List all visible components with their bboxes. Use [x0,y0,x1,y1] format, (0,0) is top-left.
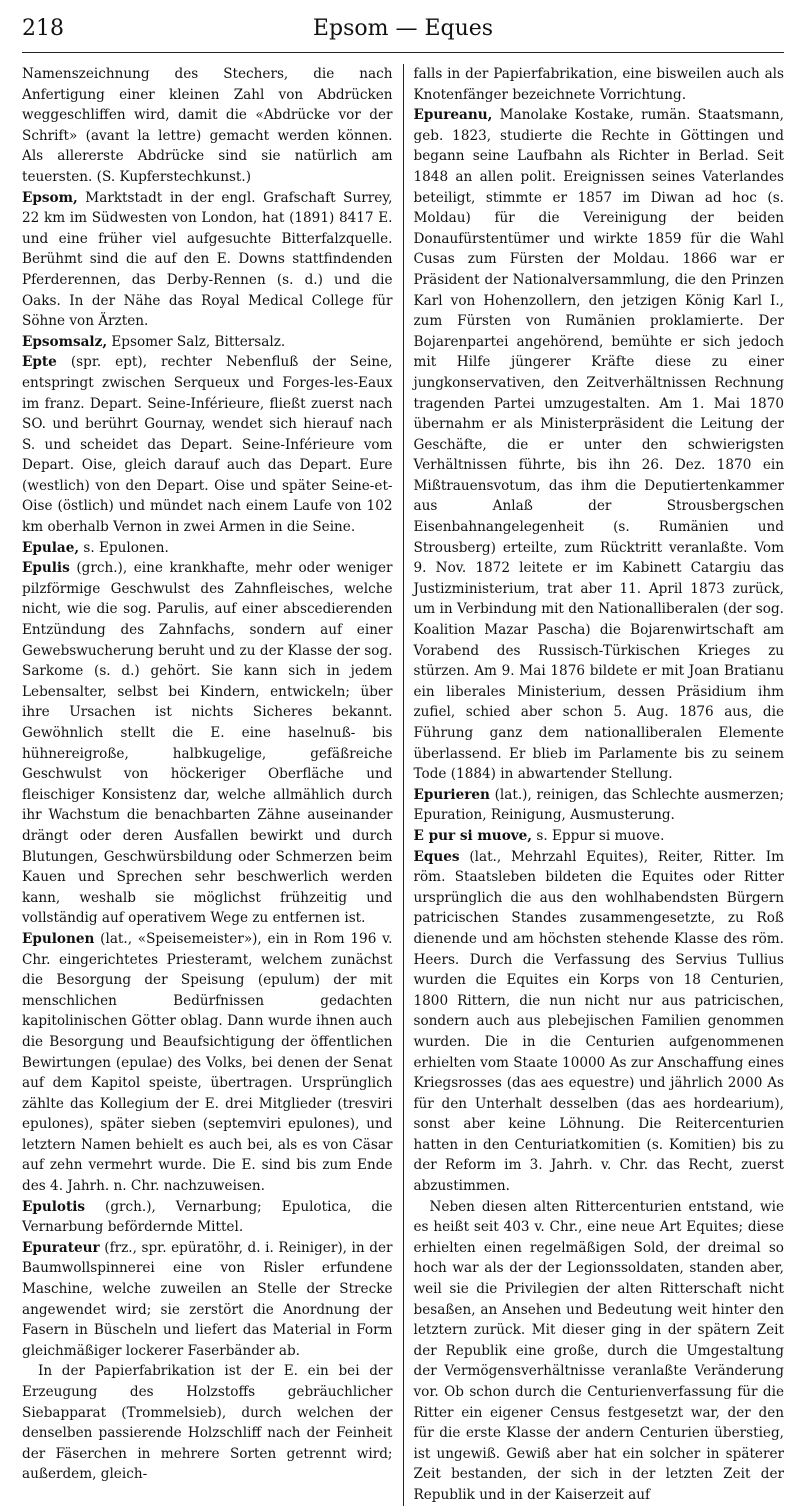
page-number: 218 [22,16,64,41]
dictionary-entry [22,352,393,537]
entry-headword: Epulae, [22,539,80,556]
entry-headword: Eques [413,848,460,865]
entry-headword: Epte [22,354,57,371]
entry-headword: Epurieren [413,786,490,803]
dictionary-entry [414,847,785,1197]
entry-text: (lat.), reinigen, das Schlechte ausmerzen; Epuration, Reinigung, Ausmusterung. [413,786,784,824]
dictionary-entry [22,1238,393,1362]
entry-text: (spr. ept), rechter Nebenfluß der Seine, entspringt zwischen Serqueux und Forges-les-Eaux im franz. Depart. Seine-Inférieure, fließt zuerst nach SO. und berührt Gournay, wendet sich hierauf nach S. und scheidet das Depart. Seine-Inférieure vom Depart. Oise, gleich darauf auch das Depart. Eure (westlich) von den Depart. Oise und später Seine-et-Oise (östlich) und mündet nach einem Laufe von 102 km oberhalb Vernon in zwei Armen in die Seine. [22,354,393,536]
entry-text: (grch.), Vernarbung; Epulotica, die Vernarbung befördernde Mittel. [22,1198,393,1236]
entry-text: s. Eppur si muove. [532,827,665,844]
dictionary-entry [414,105,785,785]
entry-text: Marktstadt in der engl. Grafschaft Surrey, 22 km im Südwesten von London, hat (1891) 8417 E. und eine früher viel aufgesuchte Bitterfalzquelle. Berühmt sind die auf den E. Downs stattfindenden Pferderennen, das Derby-Rennen (s. d.) und die Oaks. In der Nähe das Royal Medical College für Söhne von Ärzten. [22,189,393,330]
entry-headword: Epsom, [22,189,78,206]
dictionary-entry [22,929,393,1197]
entry-headword: E pur si muove, [413,827,533,844]
dictionary-entry [414,64,785,105]
dictionary-entry [22,188,393,332]
entry-headword: Epulotis [22,1198,86,1215]
entry-headword: Epurateur [22,1239,100,1256]
dictionary-entry [414,826,785,847]
dictionary-entry [22,64,393,188]
right-column [404,64,785,1506]
dictionary-entry [22,1361,393,1485]
entry-text: In der Papierfabrikation ist der E. ein bei der Erzeugung des Holzstoffs gebräuchlicher Siebapparat (Trommelsieb), durch welchen der denselben passierende Holzschliff nach der Feinheit der Fäserchen in mehrere Sorten getrennt wird; außerdem, gleich- [22,1363,393,1483]
entry-text: (grch.), eine krankhafte, mehr oder weniger pilzförmige Geschwulst des Zahnfleisches, welche nicht, wie die sog. Parulis, auf einer abscedierenden Entzündung des Zahnfachs, sondern auf einer Gewebswucherung beruht und zu der Klasse der sog. Sarkome (s. d.) gehört. Sie kann sich in jedem Lebensalter, selbst bei Kindern, entwickeln; über ihre Ursachen ist nichts Sicheres bekannt. Gewöhnlich stellt die E. eine haselnuß- bis hühnereigroße, halbkugelige, gefäßreiche Geschwulst von höckeriger Oberfläche und fleischiger Konsistenz dar, welche allmählich durch ihr Wachstum die benachbarten Zähne auseinander drängt oder deren Ausfallen bewirkt und durch Blutungen, Geschwürsbildung oder Schmerzen beim Kauen und Sprechen sehr beschwerlich werden kann, weshalb sie möglichst frühzeitig und vollständig auf operativem Wege zu entfernen ist. [22,560,393,927]
running-head: Epsom — Eques [312,16,494,41]
entry-text: Neben diesen alten Rittercenturien entstand, wie es heißt seit 403 v. Chr., eine neue Art Equites; diese erhielten einen regelmäßigen Sold, der dreimal so hoch war als der der Legionssoldaten, standen aber, weil sie die Privilegien der alten Ritterschaft nicht besaßen, an Ansehen und Bedeutung weit hinter den letztern zurück. Mit dieser ging in der spätern Zeit der Republik eine große, durch die Umgestaltung der Vermögensverhältnisse veranlaßte Veränderung vor. Ob schon durch die Centurienverfassung für die Ritter ein eigener Census festgesetzt war, der den für die erste Klasse der andern Centurien überstieg, ist ungewiß. Gewiß aber hat ein solcher in späterer Zeit bestanden, der sich in der letzten Zeit der Republik und in der Kaiserzeit auf [413,1198,784,1503]
left-column [22,64,403,1506]
entry-text: Manolake Kostake, rumän. Staatsmann, geb. 1823, studierte die Rechte in Göttingen und begann seine Laufbahn als Richter in Berlad. Seit 1848 an allen polit. Ereignissen seines Vaterlandes beteiligt, stimmte er 1857 im Diwan ad hoc (s. Moldau) für die Vereinigung der beiden Donaufürstentümer und wirkte 1859 für die Wahl Cusas zum Fürsten der Moldau. 1866 war er Präsident der Nationalversammlung, die den Prinzen Karl von Hohenzollern, den jetzigen König Karl I., zum Fürsten von Rumänien proklamierte. Der Bojarenpartei angehörend, bemühte er sich jedoch mit Hilfe jüngerer Kräfte diese zu einer jungkonservativen, den Zeitverhältnissen Rechnung tragenden Partei umzugestalten. Am 1. Mai 1870 übernahm er als Ministerpräsident die Leitung der Geschäfte, die er unter den schwierigsten Verhältnissen führte, bis ihn 26. Dez. 1870 ein Mißtrauensvotum, das ihm die Deputiertenkammer aus Anlaß der Strousbergschen Eisenbahnangelegenheit (s. Rumänien und Strousberg) erteilte, zum Rücktritt veranlaßte. Vom 9. Nov. 1872 leitete er im Kabinett Catargiu das Justizministerium, trat aber 11. April 1873 zurück, um in Verbindung mit den Nationalliberalen (der sog. Koalition Mazar Pascha) die Bojarenwirtschaft am Vorabend des Russisch-Türkischen Krieges zu stürzen. Am 9. Mai 1876 bildete er mit Joan Bratianu ein liberales Ministerium, dessen Präsidium ihm zufiel, schied aber schon 5. Aug. 1876 aus, die Führung ganz dem nationalliberalen Elemente überlassend. Er blieb im Parlamente bis zu seinem Tode (1884) in abwartender Stellung. [413,107,784,783]
dictionary-entry [22,332,393,353]
entry-text: falls in der Papierfabrikation, eine bisweilen auch als Knotenfänger bezeichnete Vorrichtung. [413,66,784,103]
entry-headword: Epsomsalz, [22,333,108,350]
entry-text: Epsomer Salz, Bittersalz. [107,333,286,350]
entry-text: s. Epulonen. [79,539,169,556]
page-header [22,12,784,53]
entry-headword: Epulis [22,560,70,577]
entry-text: Namenszeichnung des Stechers, die nach Anfertigung einer kleinen Zahl von Abdrücken weggeschliffen wird, damit die «Abdrücke vor der Schrift» (avant la lettre) gemacht werden können. Als allererste Abdrücke sind sie natürlich am teuersten. (S. Kupferstechkunst.) [22,66,393,185]
entry-text: (lat., «Speisemeister»), ein in Rom 196 v. Chr. eingerichtetes Priesteramt, welchem zunächst die Besorgung der Speisung (epulum) der mit menschlichen Bedürfnissen gedachten kapitolinischen Götter oblag. Dann wurde ihnen auch die Besorgung und Beaufsichtigung der öffentlichen Bewirtungen (epulae) des Volks, bei denen der Senat auf dem Kapitol speiste, übertragen. Ursprünglich zählte das Kollegium der E. drei Mitglieder (tresviri epulones), später sieben (septemviri epulones), und letztern Namen behielt es auch bei, als es von Cäsar auf zehn vermehrt wurde. Die E. sind bis zum Ende des 4. Jahrh. n. Chr. nachzuweisen. [22,930,393,1195]
dictionary-entry [22,1197,393,1238]
entry-headword: Epureanu, [413,107,493,124]
two-column-body [22,64,784,1506]
entry-text: (frz., spr. epüratöhr, d. i. Reiniger), in der Baumwollspinnerei eine von Risler erfundene Maschine, welche zuweilen an Stelle der Strecke angewendet wird; sie zerstört die Anordnung der Fasern in Büscheln und liefert das Material in Form gleichmäßiger lockerer Faserbänder ab. [22,1239,393,1359]
dictionary-entry [22,558,393,929]
entry-text: (lat., Mehrzahl Equites), Reiter, Ritter. Im röm. Staatsleben bildeten die Equites oder Ritter ursprünglich die aus den wohlhabendsten Bürgern patricischen Standes zusammengesetzte, zu Roß dienende und am höchsten stehende Klasse des röm. Heers. Durch die Verfassung des Servius Tullius wurden die Equites ein Korps von 18 Centurien, 1800 Rittern, die nun nicht nur aus patricischen, sondern auch aus plebejischen Familien genommen wurden. Die in die Centurien aufgenommenen erhielten vom Staate 10000 As zur Anschaffung eines Kriegsrosses (das aes equestre) und jährlich 2000 As für den Unterhalt desselben (das aes hordearium), sonst aber keine Löhnung. Die Reitercenturien hatten in den Centuriatkomitien (s. Komitien) bis zu der Reform im 3. Jahrh. v. Chr. das Recht, zuerst abzustimmen. [413,848,784,1195]
entry-headword: Epulonen [22,930,95,947]
dictionary-entry [22,538,393,559]
dictionary-entry [414,785,785,826]
dictionary-entry [414,1197,785,1506]
